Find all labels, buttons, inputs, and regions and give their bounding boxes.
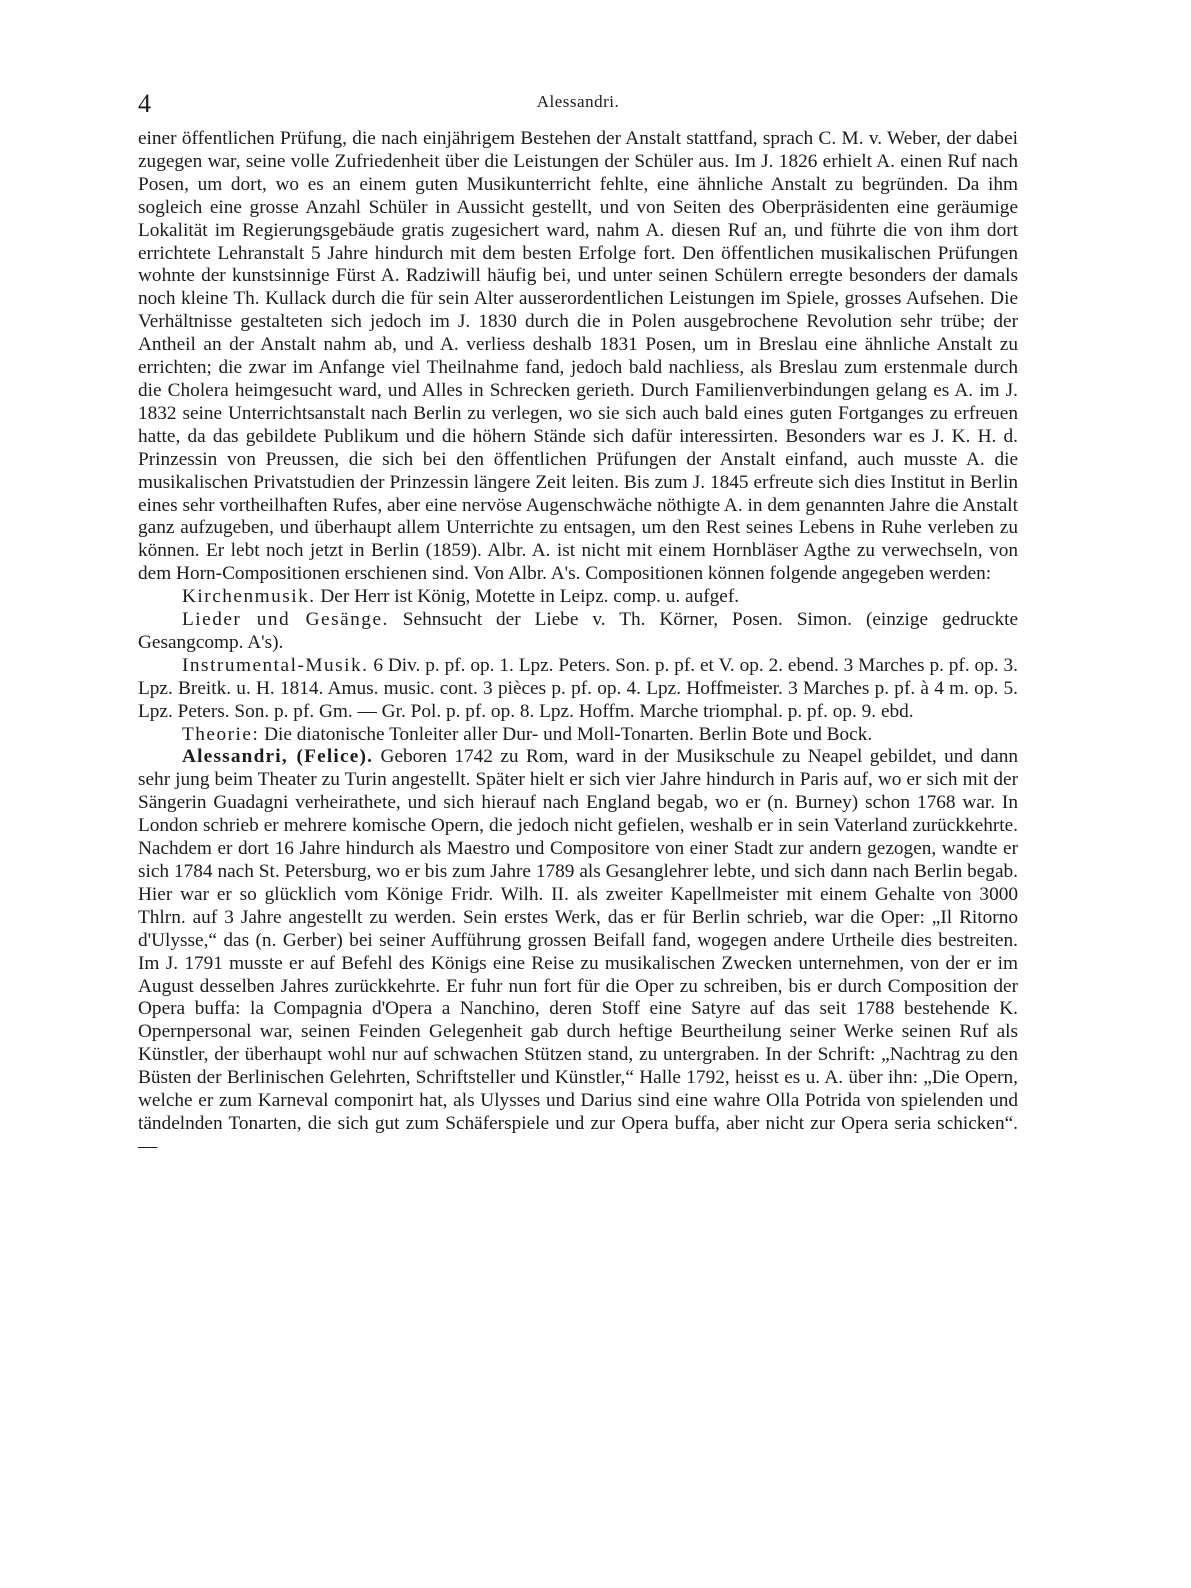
intro-paragraph: einer öffentlichen Prüfung, die nach einjährigem Bestehen der Anstalt stattfand, sprach C. M. v. Weber, der dabei zugegen war, seine volle Zufriedenheit über die Leistungen der Schüler aus. Im J. 1826 erhielt A. einen Ruf nach Posen, um dort, wo es an einem guten Musikunterricht fehlte, eine ähnliche Anstalt zu begründen. Da ihm sogleich eine grosse Anzahl Schüler in Aussicht gestellt, und von Seiten des Oberpräsidenten eine geräumige Lokalität im Regierungsgebäude gratis zugesichert ward, nahm A. diesen Ruf an, und führte die von ihm dort errichtete Lehranstalt 5 Jahre hindurch mit dem besten Erfolge fort. Den öffentlichen musikalischen Prüfungen wohnte der kunstsinnige Fürst A. Radziwill häufig bei, und unter seinen Schülern erregte besonders der damals noch kleine Th. Kullack durch die für sein Alter ausserordentlichen Leistungen im Spiele, grosses Aufsehen. Die Verhältnisse gestalteten sich jedoch im J. 1830 durch die in Polen ausgebrochene Revolution sehr trübe; der Antheil an der Anstalt nahm ab, und A. verliess deshalb 1831 Posen, um in Breslau eine ähnliche Anstalt zu errichten; die zwar im Anfange viel Theilnahme fand, jedoch bald nachliess, als Breslau zum erstenmale durch die Cholera heimgesucht ward, und Alles in Schrecken gerieth. Durch Familienverbindungen gelang es A. im J. 1832 seine Unterrichtsanstalt nach Berlin zu verlegen, wo sie sich auch bald eines guten Fortganges zu erfreuen hatte, da das gebildete Publikum und die höhern Stände sich dafür interessirten. Besonders war es J. K. H. d. Prinzessin von Preussen, die sich bei den öffentlichen Prüfungen der Anstalt einfand, auch musste A. die musikalischen Privatstudien der Prinzessin längere Zeit leiten. Bis zum J. 1845 erfreute sich dies Institut in Berlin eines sehr vortheilhaften Rufes, aber eine nervöse Augenschwäche nöthigte A. in dem genannten Jahre die Anstalt ganz aufzugeben, und überhaupt allem Unterrichte zu entsagen, um den Rest seines Lebens in Ruhe verleben zu können. Er lebt noch jetzt in Berlin (1859). Albr. A. ist nicht mit einem Hornbläser Agthe zu verwechseln, von dem Horn-Compositionen erschienen sind. Von Albr. A's. Compositionen können folgende angegeben werden: bbox=[138, 128, 1018, 585]
works-instrumental bbox=[138, 655, 1018, 724]
works-church bbox=[138, 586, 1018, 609]
running-head bbox=[138, 88, 1018, 128]
entry-heading: Alessandri, (Felice). bbox=[182, 746, 374, 768]
works-text: Der Herr ist König, Motette in Leipz. comp. u. aufgef. bbox=[315, 586, 740, 608]
works-theory bbox=[138, 724, 1018, 747]
works-songs bbox=[138, 609, 1018, 655]
works-text: 6 Div. p. pf. op. 1. Lpz. Peters. Son. p. pf. et V. op. 2. ebend. 3 Marches p. pf. op. 3. Lpz. Breitk. u. H. 1814. Amus. music. cont. 3 pièces p. pf. op. 4. Lpz. Hoffmeister. 3 Marches p. pf. à 4 m. op. 5. Lpz. Peters. Son. p. pf. Gm. — Gr. Pol. p. pf. op. 8. Lpz. Hoffm. Marche triomphal. p. pf. op. 9. ebd. bbox=[138, 654, 1018, 722]
works-category: Lieder und Gesänge. bbox=[182, 609, 389, 631]
works-category: Instrumental-Musik. bbox=[182, 654, 369, 676]
entry-paragraph bbox=[138, 746, 1018, 1158]
entry-text: Geboren 1742 zu Rom, ward in der Musikschule zu Neapel gebildet, und dann sehr jung beim Theater zu Turin angestellt. Später hielt er sich vier Jahre hindurch in Paris auf, wo er sich mit der Sängerin Guadagni verheirathete, und sich hierauf nach England begab, wo er (n. Burney) schon 1768 war. In London schrieb er mehrere komische Opern, die jedoch nicht gefielen, weshalb er in sein Vaterland zurückkehrte. Nachdem er dort 16 Jahre hindurch als Maestro und Compositore von einer Stadt zur andern gezogen, wandte er sich 1784 nach St. Petersburg, wo er bis zum Jahre 1789 als Gesanglehrer lebte, und sich dann nach Berlin begab. Hier war er so glücklich vom Könige Fridr. Wilh. II. als zweiter Kapellmeister mit einem Gehalte von 3000 Thlrn. auf 3 Jahre angestellt zu werden. Sein erstes Werk, das er für Berlin schrieb, war die Oper: „Il Ritorno d'Ulysse,“ das (n. Gerber) bei seiner Aufführung grossen Beifall fand, wogegen andere Urtheile dies bestreiten. Im J. 1791 musste er auf Befehl des Königs eine Reise zu musikalischen Zwecken unternehmen, von der er im August desselben Jahres zurückkehrte. Er fuhr nun fort für die Oper zu schreiben, bis er durch Composition der Opera buffa: la Compagnia d'Opera a Nanchino, deren Stoff eine Satyre auf das seit 1788 bestehende K. Opernpersonal war, seinen Feinden Gelegenheit gab durch heftige Beurtheilung seiner Werke seinen Ruf als Künstler, der überhaupt wohl nur auf schwachen Stützen stand, zu untergraben. In der Schrift: „Nachtrag zu den Büsten der Berlinischen Gelehrten, Schriftsteller und Künstler,“ Halle 1792, heisst es u. A. über ihn: „Die Opern, welche er zum Karneval componirt hat, als Ulysses und Darius sind eine wahre Olla Potrida von spielenden und tändelnden Tonarten, die sich gut zum Schäferspiele und zur Opera buffa, aber nicht zur Opera seria schicken“. — bbox=[138, 746, 1018, 1157]
running-title: Alessandri. bbox=[536, 92, 620, 111]
page-number: 4 bbox=[138, 89, 151, 118]
works-category: Kirchenmusik. bbox=[182, 586, 316, 608]
document-page bbox=[138, 88, 1018, 1558]
body-text bbox=[138, 128, 1018, 1159]
works-category: Theorie: bbox=[182, 723, 260, 745]
works-text: Sehnsucht der Liebe v. Th. Körner, Posen. Simon. (einzige gedruckte Gesangcomp. A's). bbox=[138, 609, 1019, 653]
works-text: Die diatonische Tonleiter aller Dur- und Moll-Tonarten. Berlin Bote und Bock. bbox=[259, 723, 873, 745]
